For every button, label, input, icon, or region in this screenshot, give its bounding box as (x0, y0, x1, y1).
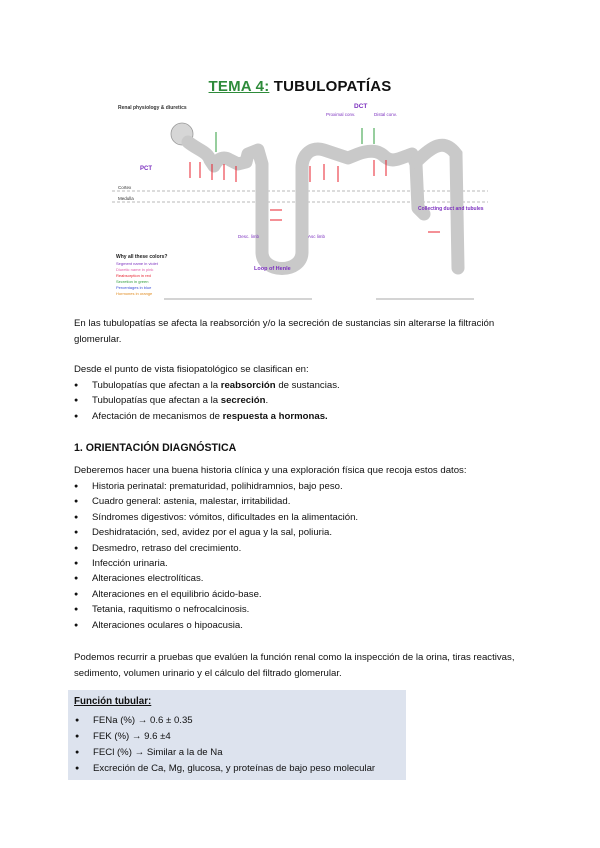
list-item: ● Cuadro general: astenia, malestar, irritabilidad. (74, 494, 358, 509)
secretion-arrows (216, 128, 374, 152)
list-item: ● Alteraciones electrolíticas. (74, 571, 358, 586)
diagnostic-list (74, 479, 358, 633)
classification-list (74, 378, 340, 424)
tubular-function-list (75, 713, 375, 777)
asc-limb-label: Asc limb (308, 234, 326, 239)
tests-paragraph: Podemos recurrir a pruebas que evalúen la función renal como la inspección de la orina, tiras reactivas, sedimento, volumen urinario y el cálculo del filtrado glomerular. (74, 652, 515, 679)
list-item: ● FECl (%) → Similar a la de Na (75, 745, 375, 761)
intro-paragraph: En las tubulopatías se afecta la reabsorción y/o la secreción de sustancias sin alterarse la filtración glomerular. (74, 318, 495, 345)
tubule-path (188, 142, 424, 269)
list-item: ● Historia perinatal: prematuridad, polihidramnios, bajo peso. (74, 479, 358, 494)
loop-label: Loop of Henle (254, 266, 291, 272)
cortex-label: Cortex (118, 185, 132, 190)
box-title: Función tubular: (74, 696, 152, 707)
reabsorption-arrows (190, 160, 440, 232)
list-item: ● Desmedro, retraso del crecimiento. (74, 541, 358, 556)
page-title (0, 78, 600, 95)
list-item: ● Excreción de Ca, Mg, glucosa, y proteínas de bajo peso molecular (75, 761, 375, 777)
proximal-label: Proximal conv. (326, 112, 356, 117)
list-item: ● Síndromes digestivos: vómitos, dificultades en la alimentación. (74, 510, 358, 525)
list-item: ● Alteraciones oculares o hipoacusia. (74, 618, 358, 633)
legend-item: Segment name in violet (116, 261, 158, 266)
desc-limb-label: Desc. limb (238, 234, 260, 239)
list-item: ● Tetania, raquitismo o nefrocalcinosis. (74, 602, 358, 617)
list-item: ● Deshidratación, sed, avidez por el agua y la sal, poliuria. (74, 525, 358, 540)
distal-label: Distal conv. (374, 112, 397, 117)
pct-label: PCT (140, 166, 152, 172)
list-item: ● FENa (%) → 0.6 ± 0.35 (75, 713, 375, 729)
list-item: ● Infección urinaria. (74, 556, 358, 571)
list-item: ● Tubulopatías que afectan a la secreción. (74, 393, 340, 408)
title-tema: TEMA 4: (208, 78, 270, 95)
collecting-label: Collecting duct and tubules (418, 206, 484, 212)
title-name: TUBULOPATÍAS (273, 78, 392, 95)
legend-item: Hormones in orange (116, 291, 153, 296)
nephron-diagram (112, 98, 488, 304)
legend-item: Reabsorption in red (116, 273, 151, 278)
legend-title: Why all these colors? (116, 254, 168, 260)
medulla-label: Medulla (118, 196, 134, 201)
section-intro: Deberemos hacer una buena historia clínica y una exploración física que recoja estos datos: (74, 465, 467, 476)
dct-label: DCT (354, 103, 368, 110)
legend-item: Percentages in blue (116, 285, 152, 290)
list-item: ● Alteraciones en el equilibrio ácido-base. (74, 587, 358, 602)
diagram-caption: Renal physiology & diuretics (118, 105, 187, 111)
list-item: ● Afectación de mecanismos de respuesta a hormonas. (74, 409, 340, 424)
section-heading: 1. ORIENTACIÓN DIAGNÓSTICA (74, 442, 237, 454)
legend-item: Diuretic name in pink (116, 267, 154, 272)
classification-intro: Desde el punto de vista fisiopatológico se clasifican en: (74, 364, 309, 375)
legend-item: Secretion in green (116, 279, 149, 284)
tubular-function-box (68, 690, 406, 780)
list-item: ● Tubulopatías que afectan a la reabsorción de sustancias. (74, 378, 340, 393)
list-item: ● FEK (%) → 9.6 ±4 (75, 729, 375, 745)
